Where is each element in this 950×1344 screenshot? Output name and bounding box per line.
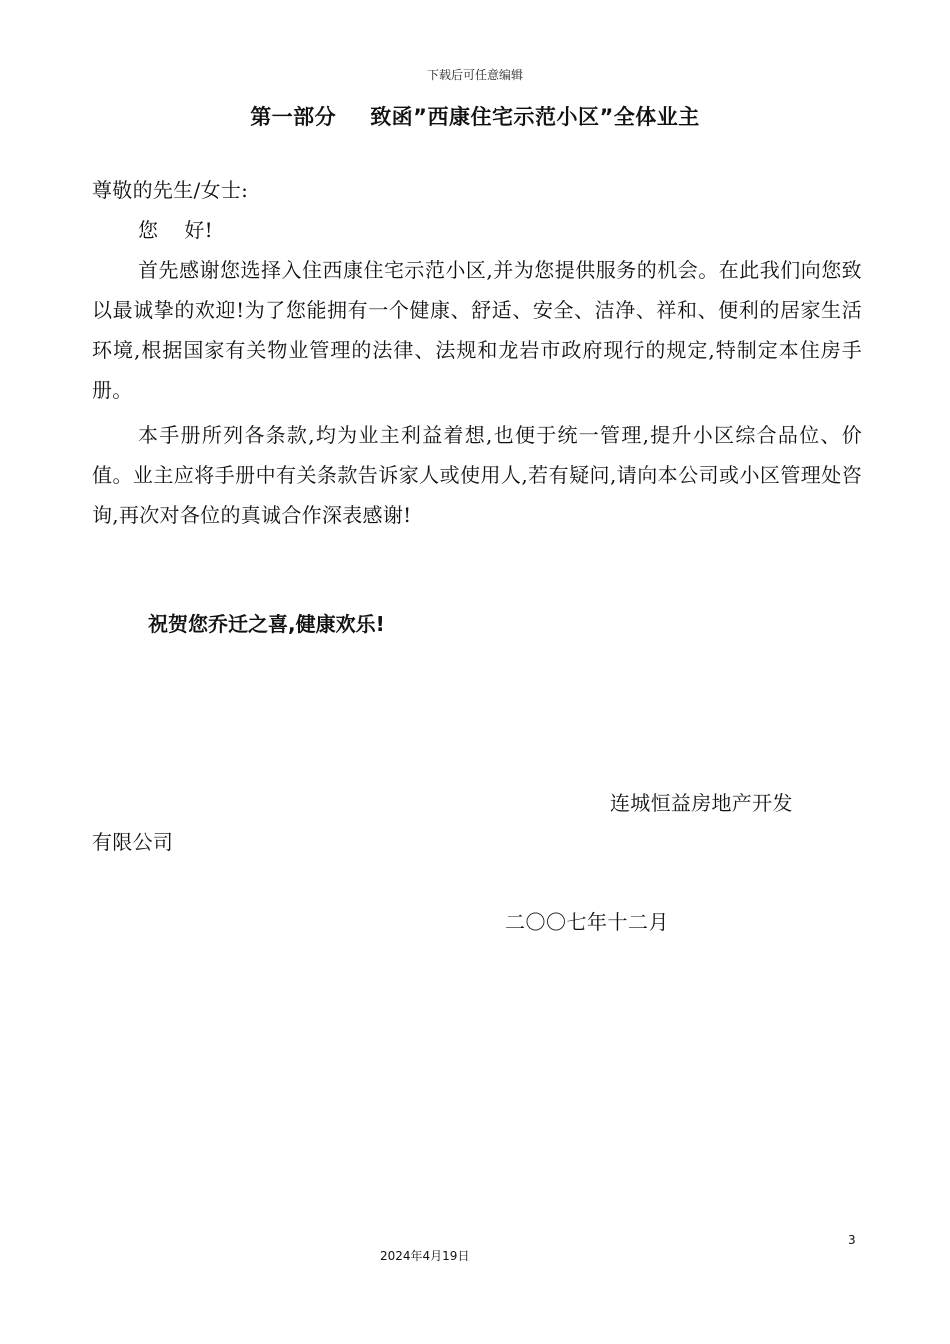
footer-date: 2024年4月19日 xyxy=(380,1249,470,1263)
greeting xyxy=(138,210,908,250)
signature-date: 二〇〇七年十二月 xyxy=(505,910,669,934)
page-title xyxy=(0,101,950,131)
blessing: 祝贺您乔迁之喜,健康欢乐! xyxy=(148,612,385,636)
header-note: 下载后可任意编辑 xyxy=(426,68,523,82)
signature-company-line2: 有限公司 xyxy=(92,830,174,854)
greeting-part-a: 您 xyxy=(138,218,159,242)
title-part-label: 第一部分 xyxy=(250,105,337,129)
greeting-part-b: 好! xyxy=(184,218,213,242)
salutation: 尊敬的先生/女士: xyxy=(92,178,249,202)
title-text: 致函”西康住宅示范小区”全体业主 xyxy=(370,105,700,129)
page-number: 3 xyxy=(848,1233,856,1247)
paragraph-welcome: 首先感谢您选择入住西康住宅示范小区,并为您提供服务的机会。在此我们向您致以最诚挚的欢迎!为了您能拥有一个健康、舒适、安全、洁净、祥和、便利的居家生活环境,根据国家有关物业管理的法律、法规和龙岩市政府现行的规定,特制定本住房手册。 xyxy=(92,258,862,402)
signature-company-line1: 连城恒益房地产开发 xyxy=(610,791,793,815)
paragraph-handbook: 本手册所列各条款,均为业主利益着想,也便于统一管理,提升小区综合品位、价值。业主应将手册中有关条款告诉家人或使用人,若有疑问,请向本公司或小区管理处咨询,再次对各位的真诚合作深表感谢! xyxy=(92,423,862,527)
